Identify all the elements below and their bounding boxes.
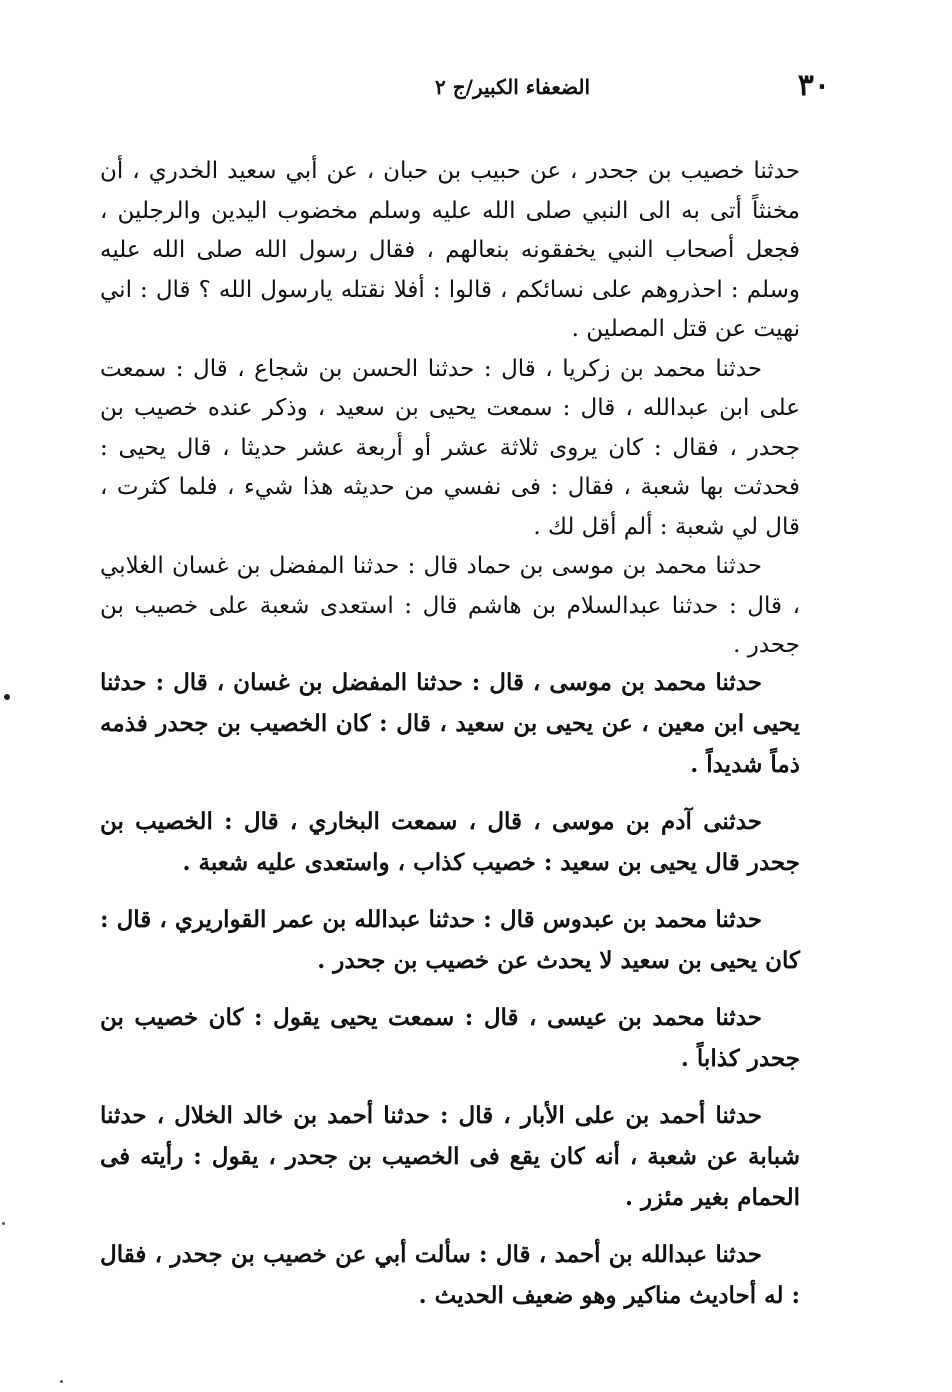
margin-mark bbox=[4, 694, 10, 700]
text-block-bold bbox=[100, 662, 800, 1316]
page-number: ٣٠ bbox=[797, 68, 830, 103]
text-block-regular bbox=[100, 152, 800, 666]
scan-speck bbox=[60, 1380, 63, 1383]
paragraph: حدثنى آدم بن موسى ، قال ، سمعت البخاري ، قال : الخصيب بن جحدر قال يحيى بن سعيد : خصيب كذاب ، واستعدى عليه شعبة . bbox=[100, 808, 800, 876]
paragraph: حدثنا محمد بن عبدوس قال : حدثنا عبدالله بن عمر القواريري ، قال : كان يحيى بن سعيد لا يحدث عن خصيب بن جحدر . bbox=[100, 906, 800, 974]
paragraph: حدثنا محمد بن عيسى ، قال : سمعت يحيى يقول : كان خصيب بن جحدر كذاباً . bbox=[100, 1004, 800, 1072]
scan-speck bbox=[2, 1222, 5, 1225]
paragraph: حدثنا عبدالله بن أحمد ، قال : سألت أبي عن خصيب بن جحدر ، فقال : له أحاديث مناكير وهو ضعيف الحديث . bbox=[100, 1241, 800, 1309]
paragraph: حدثنا أحمد بن على الأبار ، قال : حدثنا أحمد بن خالد الخلال ، حدثنا شبابة عن شعبة ، أنه كان يقع فى الخصيب بن جحدر ، يقول : رأيته فى الحمام بغير مئزر . bbox=[100, 1102, 800, 1211]
paragraph: حدثنا محمد بن زكريا ، قال : حدثنا الحسن بن شجاع ، قال : سمعت على ابن عبدالله ، قال : سمعت يحيى بن سعيد ، وذكر عنده خصيب بن جحدر ، فقال : كان يروى ثلاثة عشر أو أربعة عشر حديثا ، قال يحيى : فحدثت بها شعبة ، فقال : فى نفسي من حديثه هذا شيء ، فلما كثرت ، قال لي شعبة : ألم أقل لك . bbox=[100, 355, 800, 540]
page-header bbox=[300, 68, 830, 108]
paragraph: حدثنا خصيب بن جحدر ، عن حبيب بن حبان ، عن أبي سعيد الخدري ، أن مخنثاً أتى به الى النبي صلى الله عليه وسلم مخضوب اليدين والرجلين ، فجعل أصحاب النبي يخفقونه بنعالهم ، فقال رسول الله صلى الله عليه وسلم : احذروهم على نسائكم ، قالوا : أفلا نقتله يارسول الله ؟ قال : اني نهيت عن قتل المصلين . bbox=[100, 158, 800, 342]
running-title: الضعفاء الكبير/ج ٢ bbox=[435, 75, 590, 99]
paragraph: حدثنا محمد بن موسى ، قال : حدثنا المفضل بن غسان ، قال : حدثنا يحيى ابن معين ، عن يحيى بن سعيد ، قال : كان الخصيب بن جحدر فذمه ذماً شديداً . bbox=[100, 669, 800, 778]
paragraph: حدثنا محمد بن موسى بن حماد قال : حدثنا المفضل بن غسان الغلابي ، قال : حدثنا عبدالسلام بن هاشم قال : استعدى شعبة على خصيب بن جحدر . bbox=[100, 553, 800, 658]
